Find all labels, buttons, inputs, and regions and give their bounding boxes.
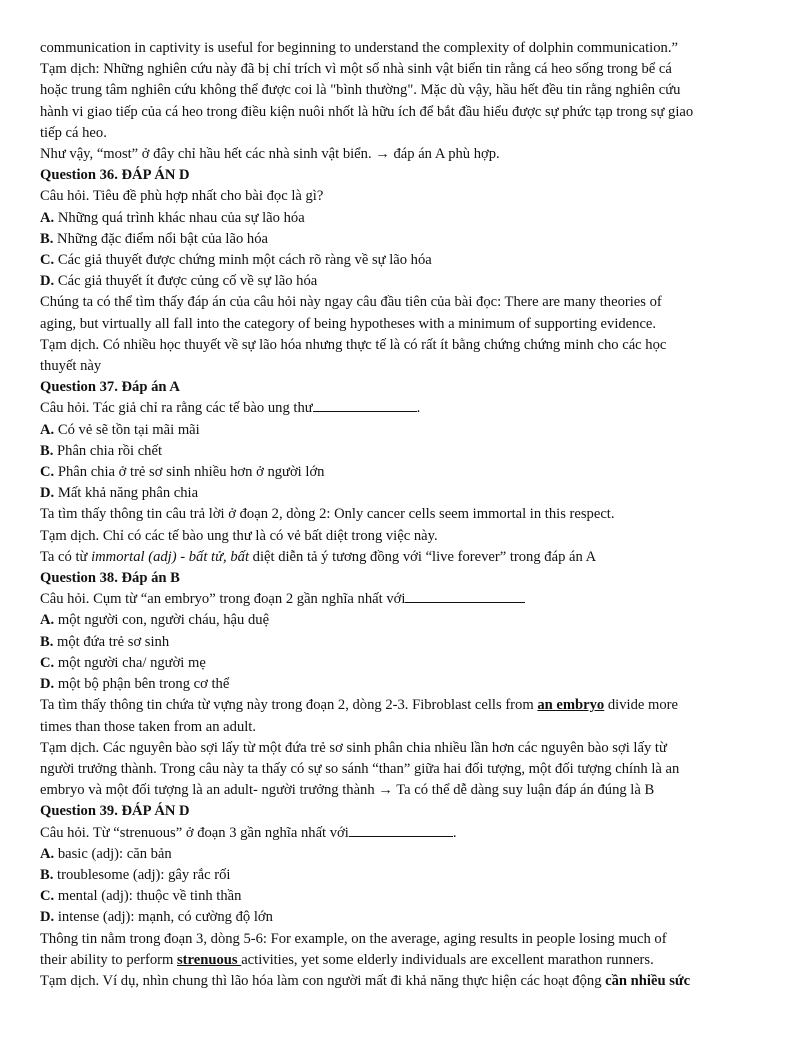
question-38-explanation: times than those taken from an adult.: [40, 718, 257, 735]
question-38-option-c: C. một người cha/ người mẹ: [40, 654, 206, 671]
text-line: hành vi giao tiếp của cá heo trong điều kiện nuôi nhốt là hữu ích để bắt đầu hiểu được sự phức tạp trong sự giao: [40, 103, 694, 120]
question-37-heading: Question 37. Đáp án A: [40, 379, 180, 396]
question-38-explanation: embryo và một đối tượng là an adult- người trưởng thành → Ta có thể dễ dàng suy luận đáp án đúng là B: [40, 782, 655, 799]
question-36-option-a: A. Những quá trình khác nhau của sự lão hóa: [40, 209, 305, 226]
question-39-option-c: C. mental (adj): thuộc về tinh thần: [40, 888, 242, 905]
question-37-explanation: Ta có từ immortal (adj) - bất tử, bất diệt diễn tả ý tương đồng với “live forever” trong đáp án A: [40, 548, 597, 565]
question-37-option-b: B. Phân chia rồi chết: [40, 442, 162, 459]
question-39-option-d: D. intense (adj): mạnh, có cường độ lớn: [40, 909, 273, 926]
question-36-explanation: Tạm dịch. Có nhiều học thuyết về sự lão hóa nhưng thực tế là có rất ít bằng chứng chứng minh cho các học: [40, 336, 667, 353]
question-36-explanation: aging, but virtually all fall into the category of being hypotheses with a minimum of supporting evidence.: [40, 315, 657, 332]
answer-blank: [349, 824, 453, 837]
question-38-text: Câu hỏi. Cụm từ “an embryo” trong đoạn 2 gần nghĩa nhất với: [40, 589, 766, 610]
question-39-explanation: Thông tin nằm trong đoạn 3, dòng 5-6: For example, on the average, aging results in people losing much of: [40, 930, 667, 947]
question-39-heading: Question 39. ĐÁP ÁN D: [40, 803, 190, 820]
answer-blank: [405, 590, 525, 603]
question-36-option-d: D. Các giả thuyết ít được củng cố về sự lão hóa: [40, 273, 318, 290]
question-38-explanation: Ta tìm thấy thông tin chứa từ vựng này trong đoạn 2, dòng 2-3. Fibroblast cells from an embryo divide more: [40, 697, 678, 714]
question-38-explanation: người trưởng thành. Trong câu này ta thấy có sự so sánh “than” giữa hai đối tượng, một đối tượng chính là an: [40, 760, 680, 777]
question-39-text: Câu hỏi. Từ “strenuous” ở đoạn 3 gần nghĩa nhất với .: [40, 824, 457, 841]
question-38-heading: Question 38. Đáp án B: [40, 570, 180, 587]
question-38-explanation: Tạm dịch. Các nguyên bào sợi lấy từ một đứa trẻ sơ sinh phân chia nhiều lần hơn các nguyên bào sợi lấy từ: [40, 739, 667, 756]
question-36-explanation: thuyết này: [40, 358, 102, 375]
text-line: Tạm dịch: Những nghiên cứu này đã bị chỉ trích vì một số nhà sinh vật biển tin rằng cá heo sống trong bể cá: [40, 61, 672, 78]
question-37-explanation: Ta tìm thấy thông tin câu trả lời ở đoạn 2, dòng 2: Only cancer cells seem immortal in this respect.: [40, 506, 615, 523]
question-36-option-b: B. Những đặc điểm nổi bật của lão hóa: [40, 230, 268, 247]
question-36-option-c: C. Các giả thuyết được chứng minh một cách rõ ràng về sự lão hóa: [40, 252, 432, 269]
question-36-heading: Question 36. ĐÁP ÁN D: [40, 167, 190, 184]
question-36-explanation: Chúng ta có thể tìm thấy đáp án của câu hỏi này ngay câu đầu tiên của bài đọc: There are many theories of: [40, 294, 662, 311]
text-line: communication in captivity is useful for beginning to understand the complexity of dolphin communication.”: [40, 40, 678, 56]
question-37-text: Câu hỏi. Tác giả chỉ ra rằng các tế bào ung thư .: [40, 400, 421, 417]
question-39-explanation: their ability to perform strenuous activities, yet some elderly individuals are excellent marathon runners.: [40, 951, 654, 968]
question-39-option-b: B. troublesome (adj): gây rắc rối: [40, 866, 231, 883]
question-38-option-d: D. một bộ phận bên trong cơ thể: [40, 676, 230, 693]
question-37-option-d: D. Mất khả năng phân chia: [40, 485, 199, 502]
question-38-option-a: A. một người con, người cháu, hậu duệ: [40, 612, 270, 629]
question-37-option-c: C. Phân chia ở trẻ sơ sinh nhiều hơn ở người lớn: [40, 464, 325, 481]
question-39-explanation: Tạm dịch. Ví dụ, nhìn chung thì lão hóa làm con người mất đi khả năng thực hiện các hoạt động cần nhiều sức: [40, 972, 691, 989]
text-line: tiếp cá heo.: [40, 124, 107, 141]
question-39-option-a: A. basic (adj): căn bản: [40, 845, 172, 862]
question-37-explanation: Tạm dịch. Chỉ có các tế bào ung thư là có vẻ bất diệt trong việc này.: [40, 527, 438, 544]
text-line: hoặc trung tâm nghiên cứu không thể được coi là "bình thường". Mặc dù vậy, hầu hết đều tin rằng nghiên cứu: [40, 82, 681, 99]
question-36-text: Câu hỏi. Tiêu đề phù hợp nhất cho bài đọc là gì?: [40, 188, 324, 205]
question-37-option-a: A. Có vẻ sẽ tồn tại mãi mãi: [40, 421, 200, 438]
question-38-option-b: B. một đứa trẻ sơ sinh: [40, 633, 170, 650]
answer-blank: [313, 399, 417, 412]
text-line: Như vậy, “most” ở đây chỉ hầu hết các nhà sinh vật biển. → đáp án A phù hợp.: [40, 146, 500, 163]
